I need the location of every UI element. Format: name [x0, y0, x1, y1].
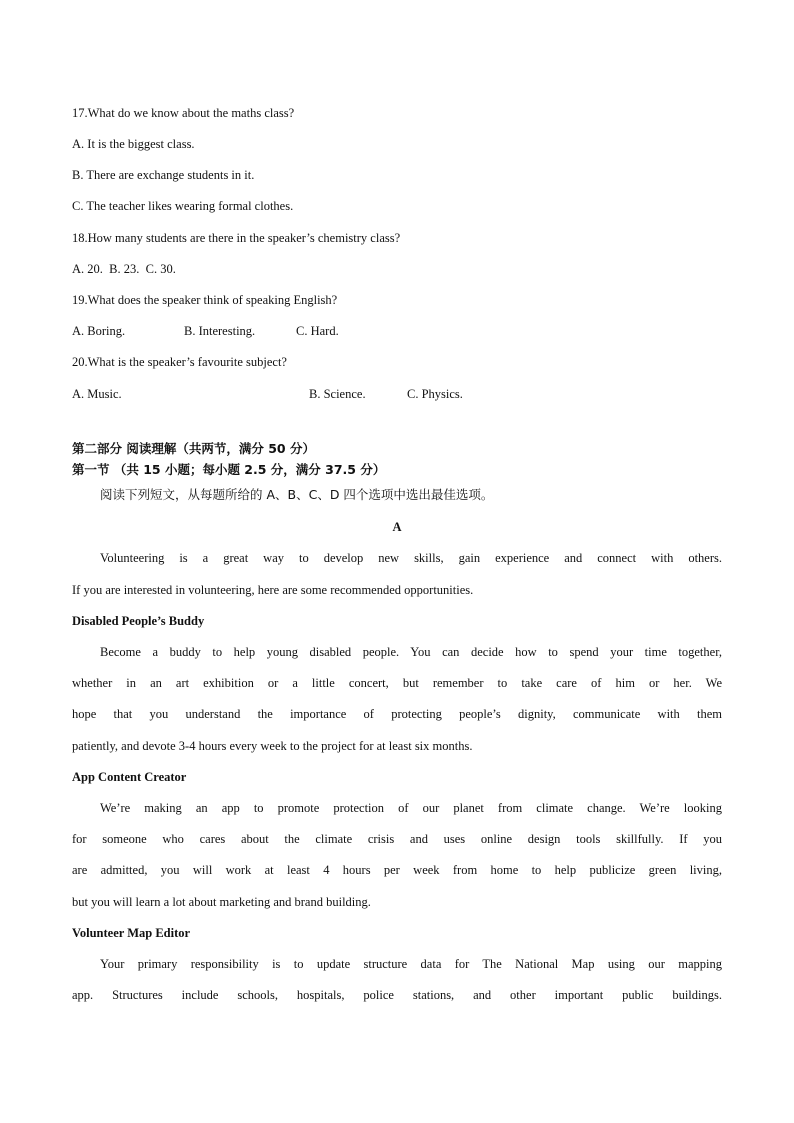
buddy-line-2: whether in an art exhibition or a little concert, but remember to take care of him or her. We	[72, 676, 722, 690]
question-19-option-b: B. Interesting.	[184, 324, 256, 338]
question-18-options: A. 20. B. 23. C. 30.	[72, 262, 176, 276]
item-title-buddy: Disabled People’s Buddy	[72, 614, 205, 628]
item-title-map: Volunteer Map Editor	[72, 926, 191, 940]
question-17-option-c: C. The teacher likes wearing formal clothes.	[72, 199, 294, 213]
question-18-stem: 18.How many students are there in the speaker’s chemistry class?	[72, 231, 401, 245]
map-line-2: app. Structures include schools, hospitals, police stations, and other important public buildings.	[72, 988, 722, 1002]
question-20-stem: 20.What is the speaker’s favourite subject?	[72, 355, 287, 369]
instruction-text: 阅读下列短文，从每题所给的 A、B、C、D 四个选项中选出最佳选项。	[100, 487, 494, 502]
map-line-1: Your primary responsibility is to update structure data for The National Map using our mapping	[100, 957, 722, 971]
app-line-3: are admitted, you will work at least 4 hours per week from home to help publicize green living,	[72, 863, 722, 877]
question-17-stem: 17.What do we know about the maths class?	[72, 106, 295, 120]
intro-line-1: Volunteering is a great way to develop new skills, gain experience and connect with others.	[100, 551, 722, 565]
question-17-option-a: A. It is the biggest class.	[72, 137, 195, 151]
question-19-option-c: C. Hard.	[296, 324, 339, 338]
question-19-option-a: A. Boring.	[72, 324, 126, 338]
part-title: 第二部分 阅读理解（共两节，满分 50 分）	[72, 441, 315, 456]
question-20-option-b: B. Science.	[309, 387, 366, 401]
app-line-1: We’re making an app to promote protection of our planet from climate change. We’re looking	[100, 801, 722, 815]
question-20-option-a: A. Music.	[72, 387, 122, 401]
buddy-line-4: patiently, and devote 3-4 hours every week to the project for at least six months.	[72, 739, 473, 753]
app-line-2: for someone who cares about the climate crisis and uses online design tools skillfully. If you	[72, 832, 722, 846]
intro-line-2: If you are interested in volunteering, here are some recommended opportunities.	[72, 583, 474, 597]
buddy-line-3: hope that you understand the importance of protecting people’s dignity, communicate with them	[72, 707, 722, 721]
item-title-app: App Content Creator	[72, 770, 187, 784]
app-line-4: but you will learn a lot about marketing and brand building.	[72, 895, 371, 909]
buddy-line-1: Become a buddy to help young disabled people. You can decide how to spend your time together,	[100, 645, 722, 659]
subsection-title: 第一节 （共 15 小题；每小题 2.5 分，满分 37.5 分）	[72, 462, 386, 477]
question-17-option-b: B. There are exchange students in it.	[72, 168, 255, 182]
passage-label: A	[392, 520, 402, 534]
question-20-option-c: C. Physics.	[407, 387, 463, 401]
question-19-stem: 19.What does the speaker think of speaking English?	[72, 293, 338, 307]
